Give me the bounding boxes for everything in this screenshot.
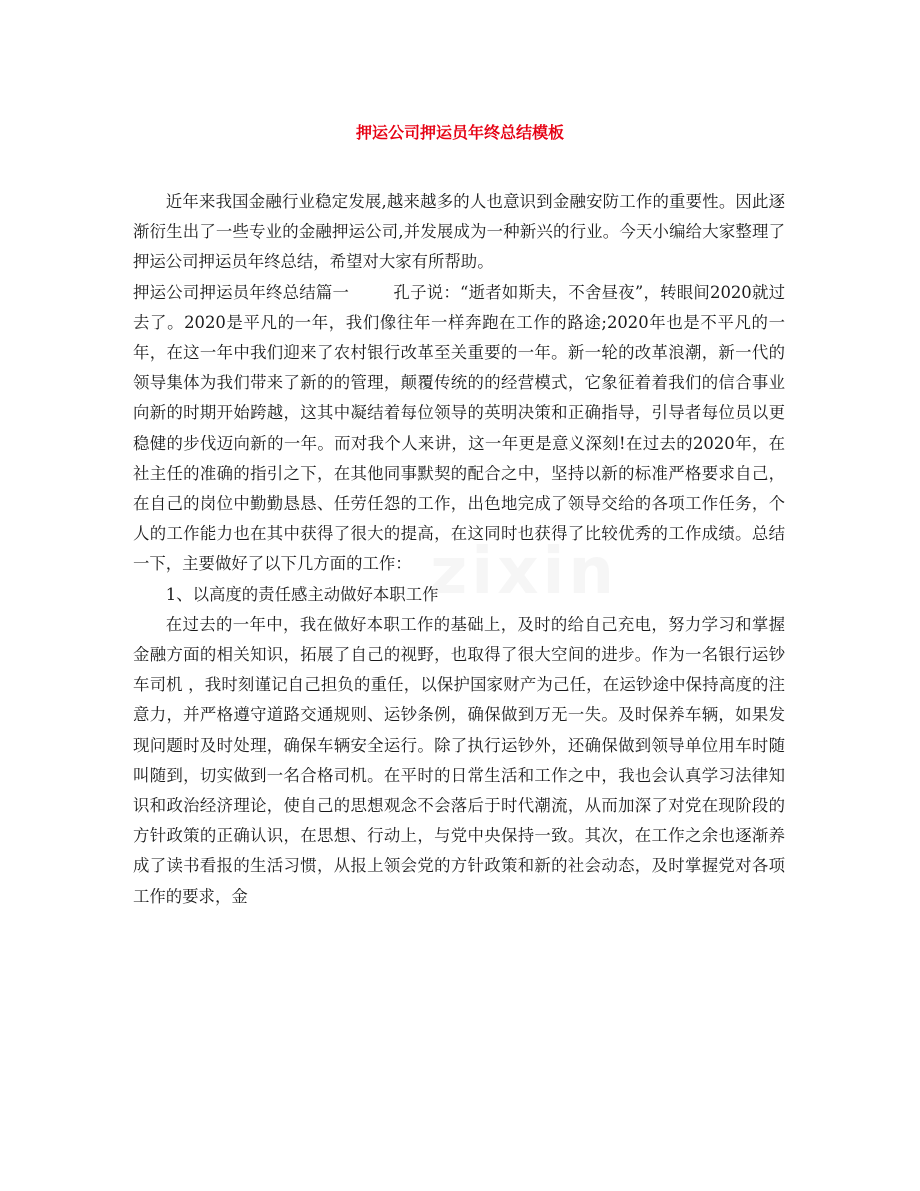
section-text: 孔子说：“逝者如斯夫，不舍昼夜”，转眼间2020就过去了。2020是平凡的一年，我们像往年一样奔跑在工作的路途;2020年也是不平凡的一年，在这一年中我们迎来了农村银行改革至关重要的一年。新一轮的改革浪潮，新一代的领导集体为我们带来了新的的管理，颠覆传统的的经营模式，它象征着着我们的信合事业向新的时期开始跨越，这其中凝结着每位领导的英明决策和正确指导，引导者每位员以更稳健的步伐迈向新的一年。而对我个人来讲，这一年更是意义深刻!在过去的2020年，在社主任的准确的指引之下，在其他同事默契的配合之中，坚持以新的标准严格要求自己，在自己的岗位中勤勤恳恳、任劳任怨的工作，出色地完成了领导交给的各项工作任务，个人的工作能力也在其中获得了很大的提高，在这同时也获得了比较优秀的工作成绩。总结一下，主要做好了以下几方面的工作： [133, 282, 785, 574]
document-body [133, 187, 785, 912]
section-paragraph [133, 278, 785, 580]
document-title: 押运公司押运员年终总结模板 [355, 123, 564, 142]
watermark: zixin [430, 535, 618, 609]
intro-paragraph: 近年来我国金融行业稳定发展,越来越多的人也意识到金融安防工作的重要性。因此逐渐衍生出了一些专业的金融押运公司,并发展成为一种新兴的行业。今天小编给大家整理了押运公司押运员年终总结，希望对大家有所帮助。 [133, 192, 785, 272]
section-label: 押运公司押运员年终总结篇一 [133, 282, 350, 302]
paragraph-1: 在过去的一年中，我在做好本职工作的基础上，及时的给自己充电，努力学习和掌握金融方面的相关知识，拓展了自己的视野，也取得了很大空间的进步。作为一名银行运钞车司机 ，我时刻谨记自己担负的重任，以保护国家财产为己任，在运钞途中保持高度的注意力，并严格遵守道路交通规则、运钞条例，确保做到万无一失。及时保养车辆，如果发现问题时及时处理，确保车辆安全运行。除了执行运钞外，还确保做到领导单位用车时随叫随到，切实做到一名合格司机。在平时的日常生活和工作之中，我也会认真学习法律知识和政治经济理论，使自己的思想观念不会落后于时代潮流，从而加深了对党在现阶段的方针政策的正确认识，在思想、行动上，与党中央保持一致。其次，在工作之余也逐渐养成了读书看报的生活习惯，从报上领会党的方针政策和新的社会动态，及时掌握党对各项工作的要求，金 [133, 614, 785, 906]
section-heading-1: 1、以高度的责任感主动做好本职工作 [165, 584, 439, 604]
